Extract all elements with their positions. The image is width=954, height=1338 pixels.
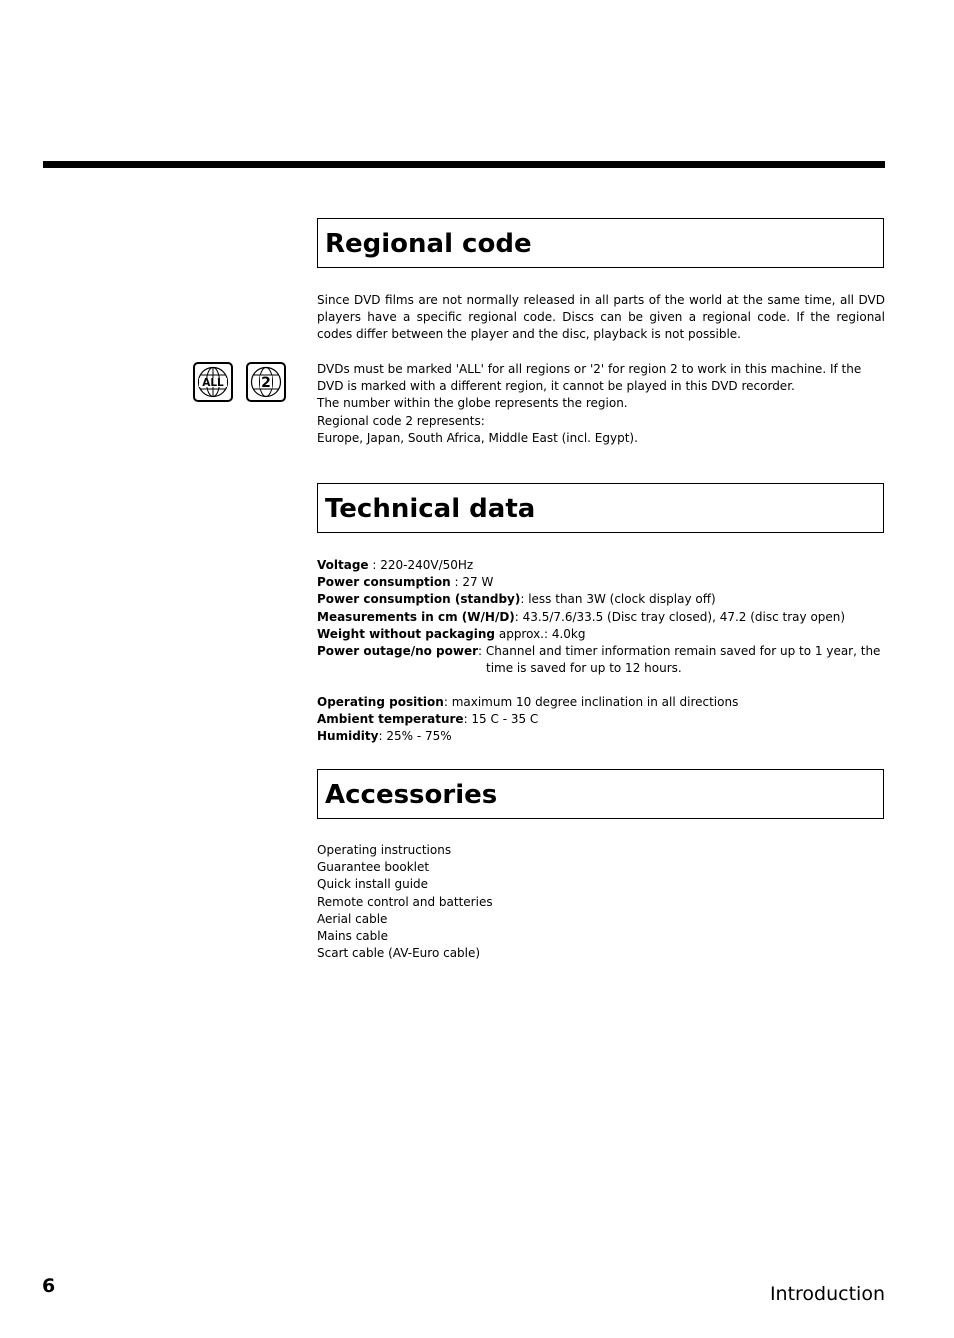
list-item: Operating instructions bbox=[317, 843, 452, 857]
svg-text:ALL: ALL bbox=[202, 377, 224, 389]
list-item: Remote control and batteries bbox=[317, 894, 493, 909]
technical-data-header bbox=[317, 483, 884, 533]
regional-line: Europe, Japan, South Africa, Middle East (incl. Egypt). bbox=[317, 430, 638, 445]
list-item: Guarantee booklet bbox=[317, 860, 430, 875]
technical-data-heading: Technical data bbox=[325, 494, 536, 524]
regional-line: The number within the globe represents the region. bbox=[317, 396, 628, 411]
list-item: Scart cable (AV-Euro cable) bbox=[317, 946, 481, 961]
accessories-header bbox=[317, 769, 884, 819]
region-all-globe-icon bbox=[193, 362, 233, 402]
svg-text:2: 2 bbox=[261, 375, 271, 391]
regional-line: Regional code 2 represents: bbox=[317, 413, 485, 428]
accessories-list bbox=[317, 842, 885, 962]
regional-line: DVDs must be marked 'ALL' for all regions or '2' for region 2 to work in this machine. If the DVD is marked with a different region, it cannot be played in this DVD recorder. bbox=[317, 362, 862, 394]
technical-specs bbox=[317, 557, 885, 677]
spec-operating-position: Operating position: maximum 10 degree inclination in all directions bbox=[317, 695, 739, 709]
list-item: Quick install guide bbox=[317, 877, 429, 892]
spec-ambient-temperature: Ambient temperature: 15 C - 35 C bbox=[317, 712, 539, 727]
footer-section-title: Introduction bbox=[769, 1283, 885, 1305]
regional-code-heading: Regional code bbox=[325, 229, 532, 259]
list-item: Aerial cable bbox=[317, 911, 388, 926]
spec-measurements: Measurements in cm (W/H/D): 43.5/7.6/33.5 (Disc tray closed), 47.2 (disc tray open) bbox=[317, 609, 846, 624]
accessories-heading: Accessories bbox=[325, 780, 498, 810]
spec-weight: Weight without packaging approx.: 4.0kg bbox=[317, 626, 586, 641]
spec-power-standby: Power consumption (standby): less than 3W (clock display off) bbox=[317, 592, 716, 607]
list-item: Mains cable bbox=[317, 929, 388, 944]
regional-code-intro bbox=[317, 292, 885, 344]
top-rule bbox=[43, 161, 885, 168]
spec-humidity: Humidity: 25% - 75% bbox=[317, 729, 452, 744]
spec-power-outage-continuation: time is saved for up to 12 hours. bbox=[486, 661, 682, 676]
regional-code-header bbox=[317, 218, 884, 268]
region-2-globe-icon bbox=[246, 362, 286, 402]
environment-specs bbox=[317, 694, 885, 746]
regional-intro-paragraph: Since DVD films are not normally released in all parts of the world at the same time, all DVD players have a specific regional code. Discs can be given a regional code. If the regional codes differ between the player and the disc, playback is not possible. bbox=[317, 293, 885, 342]
spec-power-consumption: Power consumption : 27 W bbox=[317, 575, 494, 590]
regional-code-details bbox=[317, 361, 885, 447]
page-number: 6 bbox=[42, 1275, 56, 1297]
spec-voltage: Voltage : 220-240V/50Hz bbox=[317, 558, 474, 572]
spec-power-outage: Power outage/no power: Channel and timer information remain saved for up to 1 year, the bbox=[317, 644, 881, 659]
